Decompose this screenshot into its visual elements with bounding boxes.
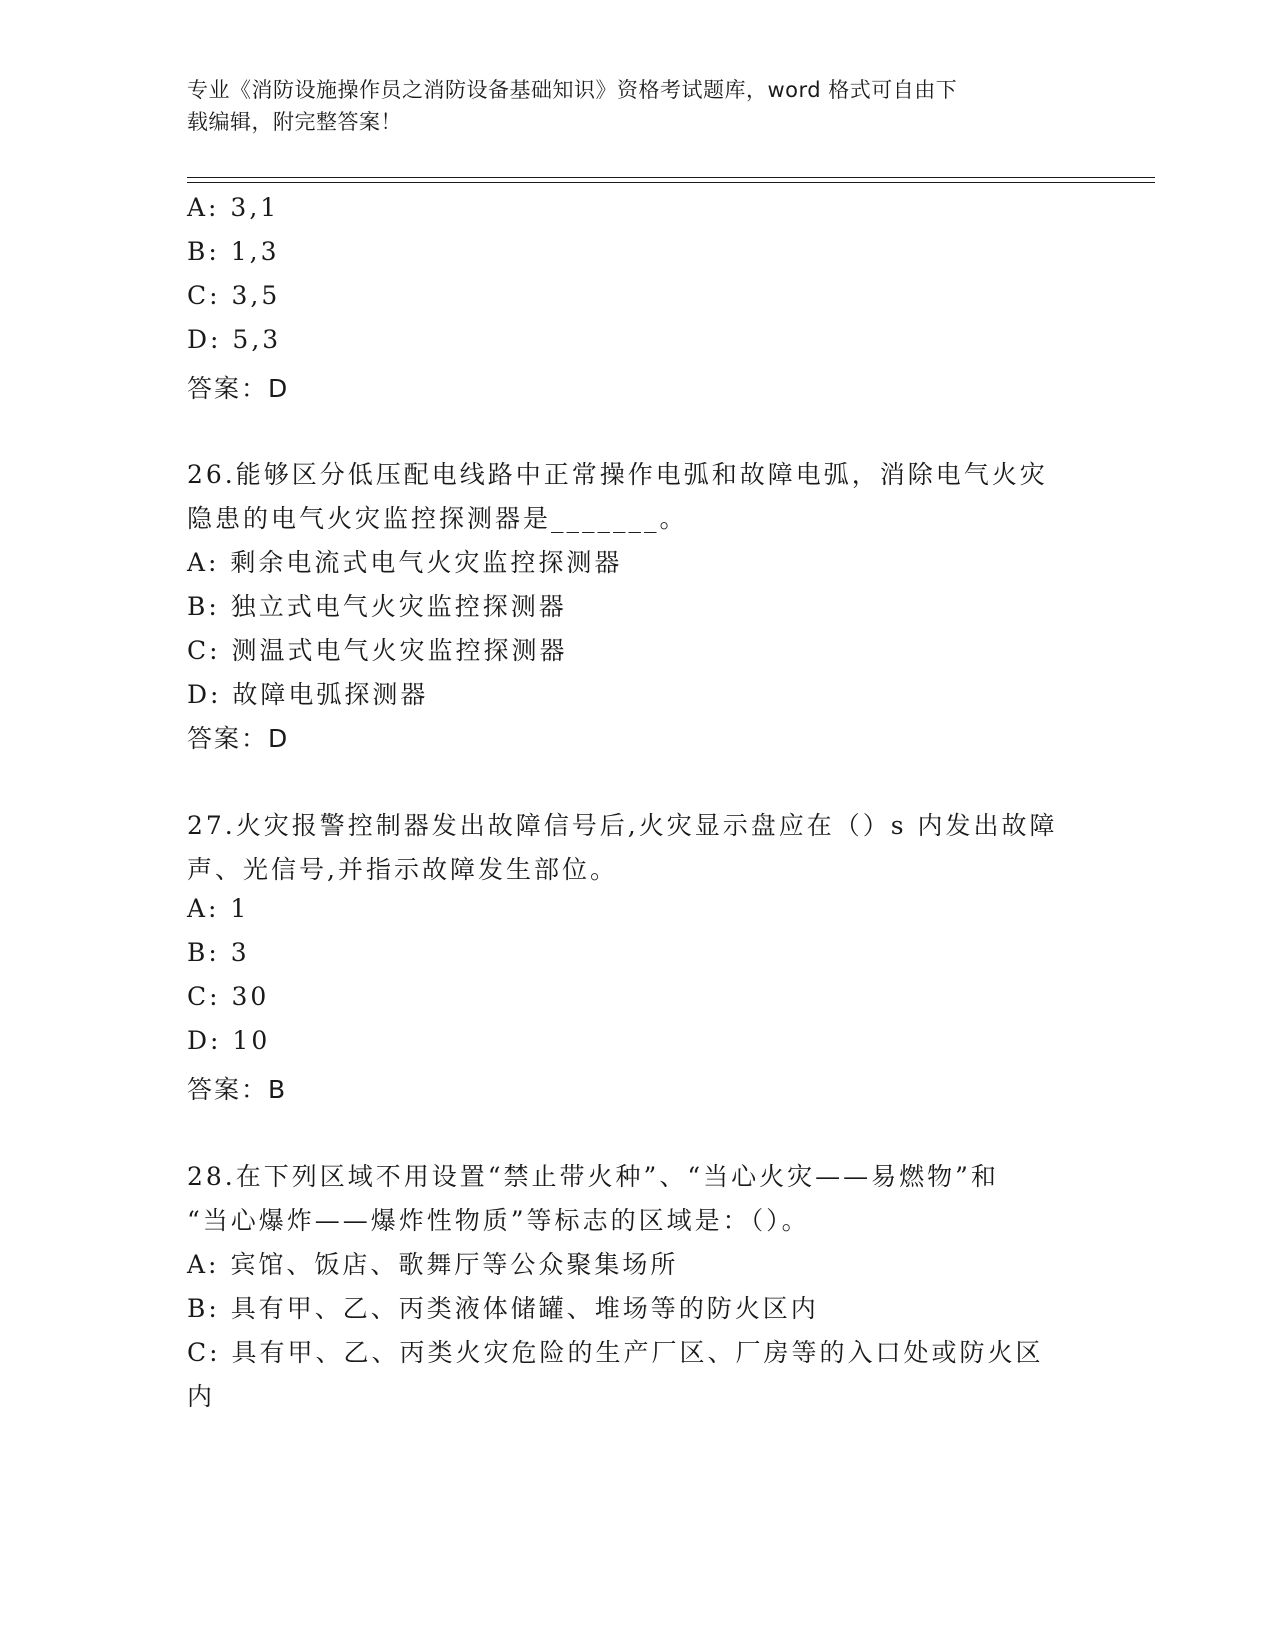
header-divider-bottom — [187, 182, 1155, 183]
q25-option-a: A: 3,1 — [187, 193, 280, 222]
q27-option-b: B: 3 — [187, 938, 250, 967]
q25-option-d: D: 5,3 — [187, 325, 282, 354]
q28-option-a: A: 宾馆、饭店、歌舞厅等公众聚集场所 — [187, 1250, 679, 1279]
q27-option-c: C: 30 — [187, 982, 270, 1011]
q26-option-a: A: 剩余电流式电气火灾监控探测器 — [187, 548, 623, 577]
q28-stem-line-1: 28.在下列区域不用设置“禁止带火种”、“当心火灾——易燃物”和 — [187, 1162, 999, 1191]
q28-stem-line-2: “当心爆炸——爆炸性物质”等标志的区域是：（）。 — [187, 1206, 810, 1235]
header-divider-top — [187, 177, 1155, 178]
q25-option-b: B: 1,3 — [187, 237, 280, 266]
q27-stem-line-2: 声、光信号,并指示故障发生部位。 — [187, 855, 618, 884]
q25-option-c: C: 3,5 — [187, 281, 281, 310]
q26-stem-line-2: 隐患的电气火灾监控探测器是_______。 — [187, 504, 688, 533]
q26-option-b: B: 独立式电气火灾监控探测器 — [187, 592, 567, 621]
q27-stem-line-1: 27.火灾报警控制器发出故障信号后,火灾显示盘应在（）s 内发出故障 — [187, 811, 1058, 840]
q26-option-c: C: 测温式电气火灾监控探测器 — [187, 636, 568, 665]
q27-option-a: A: 1 — [187, 894, 250, 923]
q26-option-d: D: 故障电弧探测器 — [187, 680, 429, 709]
q28-option-c-line-1: C: 具有甲、乙、丙类火灾危险的生产厂区、厂房等的入口处或防火区 — [187, 1338, 1044, 1367]
q26-stem-line-1: 26.能够区分低压配电线路中正常操作电弧和故障电弧，消除电气火灾 — [187, 460, 1048, 489]
header-line-1: 专业《消防设施操作员之消防设备基础知识》资格考试题库，word 格式可自由下 — [187, 78, 958, 102]
q28-option-c-line-2: 内 — [187, 1382, 216, 1411]
document-header — [187, 74, 1067, 138]
q27-answer: 答案：B — [187, 1075, 288, 1104]
q25-answer: 答案：D — [187, 374, 290, 403]
q27-option-d: D: 10 — [187, 1026, 271, 1055]
q26-answer: 答案：D — [187, 724, 290, 753]
header-line-2: 载编辑，附完整答案！ — [187, 110, 402, 134]
q28-option-b: B: 具有甲、乙、丙类液体储罐、堆场等的防火区内 — [187, 1294, 819, 1323]
